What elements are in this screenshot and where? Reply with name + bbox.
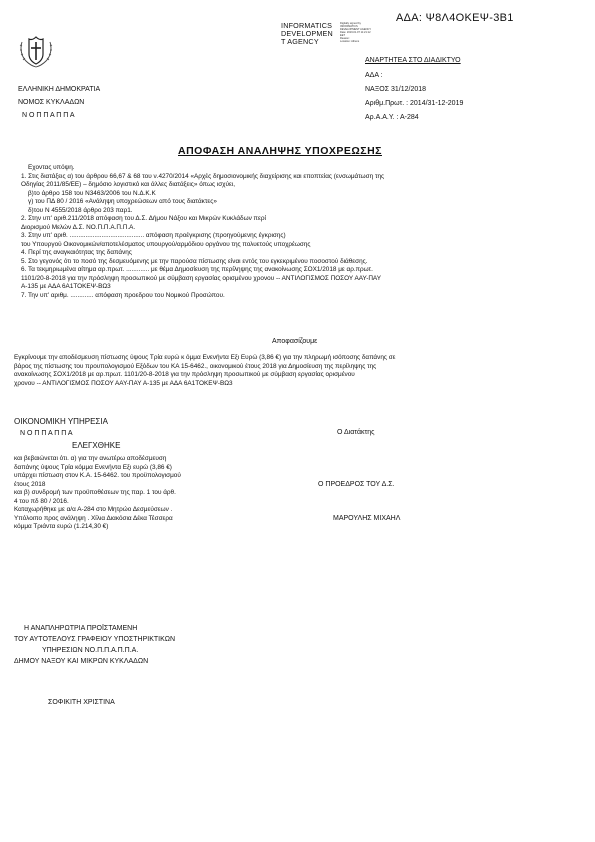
deputy-line: Η ΑΝΑΠΛΗΡΩΤΡΙΑ ΠΡΟΪΣΤΑΜΕΝΗ [24, 625, 138, 632]
finance-line: και β) συνδρομή των προϋποθέσεων της παρ. 1 του άρθ. [14, 489, 176, 496]
decision-line: Εγκρίνουμε την αποδέσμευση πίστωσης ύψους Τρία ευρώ κ όμμα Ενενήντα Εξι Ευρώ (3,86 €) για την πληρωμή ισόποσης δαπάνης σε [14, 354, 396, 361]
signatory-name: ΜΑΡΟΥΛΗΣ ΜΙΧΑΗΛ [333, 515, 401, 522]
consideration-line: 7. Την υπ' αριθμ. ............. απόφαση προεδρου του Νομικού Προσώπου. [21, 291, 225, 299]
finance-certification [14, 455, 181, 532]
agency-name: INFORMATICS DEVELOPMEN T AGENCY [281, 21, 333, 46]
issuer-line: ΕΛΛΗΝΙΚΗ ΔΗΜΟΚΡΑΤΙΑ [18, 86, 101, 93]
finance-line: Καταχωρήθηκε με α/α Α-284 στο Μητρώο Δεσμεύσεων . [14, 506, 173, 513]
consideration-line: δ)του Ν 4555/2018 άρθρο 203 παρ1. [28, 206, 133, 214]
issuer-block [18, 83, 100, 122]
deputy-head-block [14, 623, 175, 667]
deputy-line: ΥΠΗΡΕΣΙΩΝ ΝΟ.Π.Π.Α.Π.Π.Α. [42, 647, 139, 654]
consideration-line: του Υπουργού Οικονομικών/αποτελέσματος υπουργού/αρμόδιου οργάνου της πολυετούς υποχρέωσης [21, 240, 311, 248]
deputy-line: ΤΟΥ ΑΥΤΟΤΕΛΟΥΣ ΓΡΑΦΕΙΟΥ ΥΠΟΣΤΗΡΙΚΤΙΚΩΝ [14, 636, 176, 643]
consideration-line: 3. Στην υπ' αριθ. .......................................... απόφαση προέγκρισης (προηγούμενης έγκρισης) [21, 232, 286, 239]
date-field: ΝΑΞΟΣ 31/12/2018 [365, 86, 427, 93]
consideration-line: Εχοντας υπόψη. [28, 164, 75, 171]
issuer-line: ΝΟΜΟΣ ΚΥΚΛΑΔΩΝ [18, 99, 85, 106]
consideration-line: 1. Στις διατάξεις α) του άρθρου 66,67 & 68 του ν.4270/2014 «Αρχές δημοσιονομικής διαχείρισης και εποπτείας (ενσωμάτωση της [21, 172, 385, 180]
finance-line: έτους 2018 [14, 480, 46, 488]
deputy-line: ΔΗΜΟΥ ΝΑΞΟΥ ΚΑΙ ΜΙΚΡΩΝ ΚΥΚΛΑΔΩΝ [14, 658, 149, 665]
signatory-president: Ο ΠΡΟΕΔΡΟΣ ΤΟΥ Δ.Σ. [318, 481, 395, 488]
finance-line: 4 του πδ 80 / 2016. [14, 497, 69, 505]
consideration-line: 4. Περί της αναγκαιότητας της δαπάνης [21, 249, 132, 256]
finance-org: Ν Ο Π Π Α Π Π Α [20, 430, 73, 437]
deputy-name: ΣΟΦΙΚΙΤΗ ΧΡΙΣΤΙΝΑ [48, 699, 115, 706]
decision-line: βάρος της πίστωσης του προυπολογισμού Εξόδων του ΚΑ 15-6462., οικονομικού έτους 2018 για Δημοσίευση της περίληψης της [14, 362, 377, 370]
finance-line: δαπάνης ύψους Τρία κόμμα Ενενήντα Εξι ευρώ (3,86 €) [14, 463, 172, 471]
checked-label: ΕΛΕΓΧΘΗΚΕ [72, 441, 121, 450]
consideration-line: Διορισμού Μελών Δ.Σ. ΝΟ.Π.Π.Α.Π.Π.Α. [21, 223, 136, 231]
issuer-line: Ν Ο Π Π Α Π Π Α [22, 112, 75, 119]
consideration-line: 2. Στην υπ' αριθ.211/2018 απόφαση του Δ.Σ. Δήμου Νάξου και Μικρών Κυκλάδων περί [21, 215, 266, 222]
decision-line: χρονου -- ΑΝΤΙΛΟΓΙΣΜΟΣ ΠΟΣΟΥ ΑΑΥ-ΠΑΥ Α-135 με ΑΔΑ 6Α1ΤΟΚΕΨ-ΒΩ3 [14, 379, 233, 387]
posting-label: ΑΝΑΡΤΗΤΕΑ ΣΤΟ ΔΙΑΔΙΚΤΥΟ [365, 57, 461, 64]
consideration-line: Α-135 με ΑΔΑ 6Α1ΤΟΚΕΨ-ΒΩ3 [21, 283, 111, 290]
finance-line: Υπόλοιπο προς ανάληψη . Χίλια Διακόσια Δέκα Τέσσερα [14, 514, 173, 522]
finance-line: κόμμα Τριάντα ευρώ (1.214,30 €) [14, 523, 109, 530]
consideration-line: 1101/20-8-2018 για την πρόσληψη προσωπικού με σύμβαση εργασίας ορισμένου χρονου -- ΑΝΤΙΛΟΓΙΣΜΟΣ ΠΟΣΟΥ ΑΑΥ-ΠΑΥ [21, 274, 381, 282]
finance-line: και βεβαιώνεται ότι. α) για την ανωτέρω αποδέσμευση [14, 455, 167, 462]
signatory-role: Ο Διατάκτης [337, 429, 375, 436]
document-info-block [365, 69, 463, 125]
finance-service-title: ΟΙΚΟΝΟΜΙΚΗ ΥΠΗΡΕΣΙΑ [14, 417, 108, 426]
consideration-line: Οδηγίας 2011/85/ΕΕ) – δημόσιο λογιστικό και άλλες διατάξεις» όπως ισχύει, [21, 181, 236, 188]
aay-field: Αρ.Α.Α.Υ. : Α-284 [365, 114, 419, 121]
finance-line: υπάρχει πίστωση στον Κ.Α. 15-6462. του προϋπολογισμού [14, 472, 181, 479]
consideration-line: β)το άρθρο 158 του Ν3463/2006 του Ν.Δ.Κ.Κ [28, 189, 156, 197]
consideration-line: γ) του ΠΔ 80 / 2016 «Ανάληψη υποχρεώσεων από τους διατάκτες» [28, 198, 217, 205]
consideration-line: 5. Στο γεγονός ότι το ποσό της δεσμευόμενης με την παρούσα πίστωσης είναι εντός του εγκεκριμένου ποσοστού διάθεσης. [21, 257, 368, 265]
protocol-field: Αριθμ.Πρωτ. : 2014/31-12-2019 [365, 100, 464, 107]
digital-signature-details: Digitally signed by INFORMATICS DEVELOPMENT AGENCY Date: 2019.01.07 11:21:12 EET Reason: Location: Athens [340, 22, 372, 43]
document-title: ΑΠΟΦΑΣΗ ΑΝΑΛΗΨΗΣ ΥΠΟΧΡΕΩΣΗΣ [178, 145, 382, 157]
ada-field: ΑΔΑ : [365, 72, 383, 79]
decision-block [14, 354, 396, 388]
decision-line: ανακοίνωσης ΣΟΧ1/2018 με αρ.πρωτ. 1101/20-8-2018 για την πρόσληψη προσωπικού με σύμβαση εργασίας ορισμένου [14, 371, 355, 378]
considerations-block [18, 164, 384, 300]
greek-emblem-icon [14, 28, 58, 72]
consideration-line: 6. Τα τεκμηριωμένα αίτημα αρ.πρωτ. ............. με θέμα Δημοσίευση της περίληψης της ανακοίνωσης ΣΟΧ1/2018 με αρ.πρωτ. [21, 266, 373, 273]
decision-label: Αποφασίζουμε [272, 338, 318, 345]
ada-code: ΑΔΑ: Ψ8Λ4ΟΚΕΨ-3Β1 [396, 12, 514, 24]
